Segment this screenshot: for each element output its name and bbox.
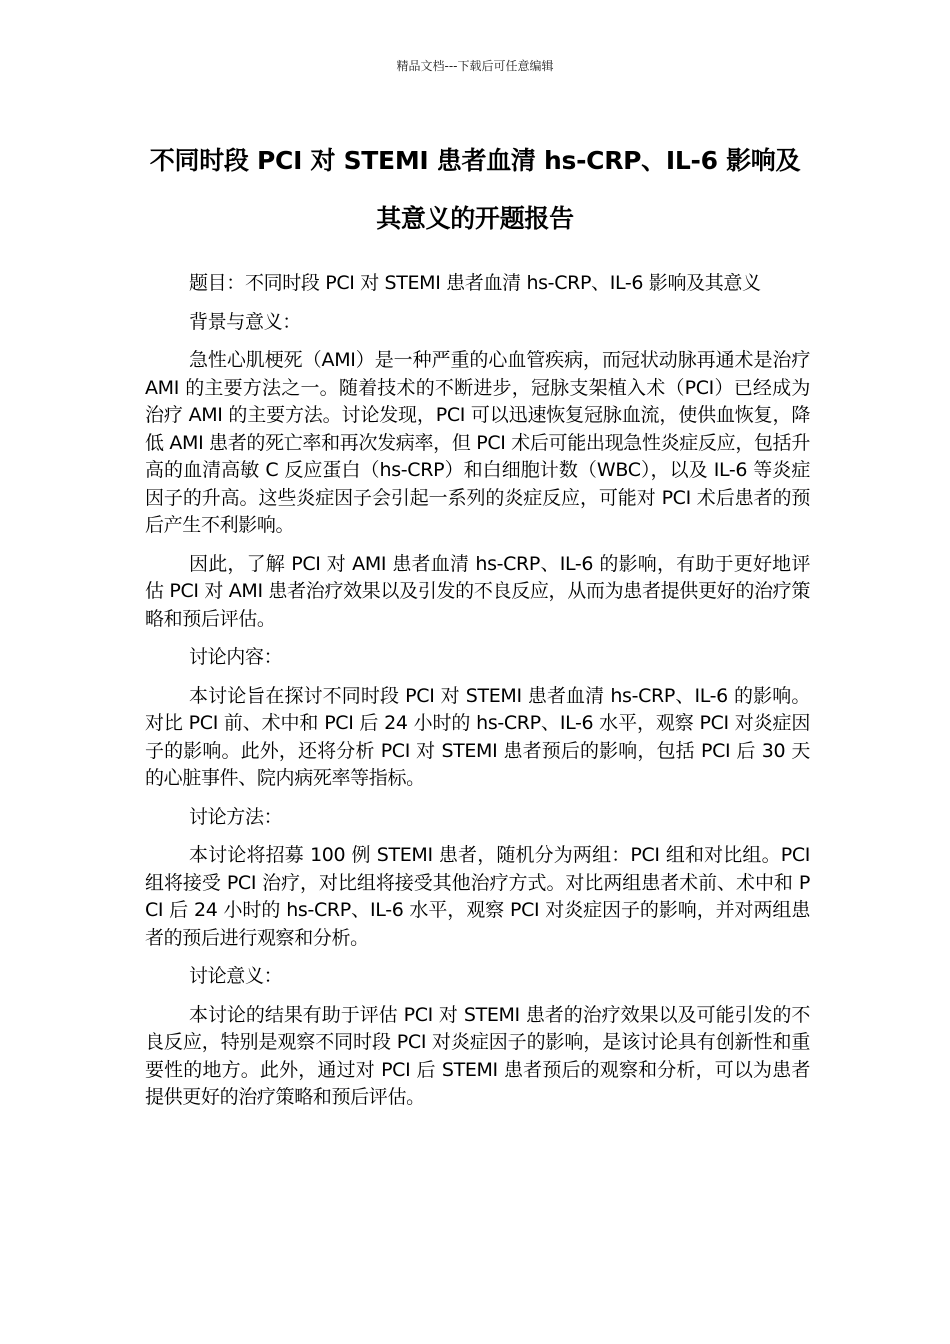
page-header-note: 精品文档---下载后可任意编辑 xyxy=(396,59,554,73)
meaning-paragraph: 本讨论的结果有助于评估 PCI 对 STEMI 患者的治疗效果以及可能引发的不良反应，特别是观察不同时段 PCI 对炎症因子的影响，是该讨论具有创新性和重要性的地方。此外，通过对 PCI 后 STEMI 患者预后的观察和分析，可以为患者提供更好的治疗策略和预后评估。 xyxy=(145,1003,810,1108)
section-heading-content: 讨论内容： xyxy=(189,646,283,668)
section-heading-background: 背景与意义： xyxy=(189,310,301,333)
section-heading-method: 讨论方法： xyxy=(189,805,283,828)
document-title: 不同时段 PCI 对 STEMI 患者血清 hs-CRP、IL-6 影响及其意义的开题报告 xyxy=(149,146,801,233)
background-paragraph: 急性心肌梗死（AMI）是一种严重的心血管疾病，而冠状动脉再通术是治疗 AMI 的主要方法之一。随着技术的不断进步，冠脉支架植入术（PCI）已经成为治疗 AMI 的主要方法。讨论发现，PCI 可以迅速恢复冠脉血流，使供血恢复，降低 AMI 患者的死亡率和再次发病率，但 PCI 术后可能出现急性炎症反应，包括升高的血清高敏 C 反应蛋白（hs-CRP）和白细胞计数（WBC），以及 IL-6 等炎症因子的升高。这些炎症因子会引起一系列的炎症反应，可能对 PCI 术后患者的预后产生不利影响。 xyxy=(145,349,810,536)
document-body xyxy=(145,270,810,1123)
topic-paragraph: 题目：不同时段 PCI 对 STEMI 患者血清 hs-CRP、IL-6 影响及其意义 xyxy=(189,272,761,294)
section-heading-meaning: 讨论意义： xyxy=(189,965,283,987)
method-paragraph: 本讨论将招募 100 例 STEMI 患者，随机分为两组：PCI 组和对比组。PCI 组将接受 PCI 治疗，对比组将接受其他治疗方式。对比两组患者术前、术中和 PCI 后 24 小时的 hs-CRP、IL-6 水平，观察 PCI 对炎症因子的影响，并对两组患者的预后进行观察和分析。 xyxy=(145,844,810,949)
significance-paragraph: 因此，了解 PCI 对 AMI 患者血清 hs-CRP、IL-6 的影响，有助于更好地评估 PCI 对 AMI 患者治疗效果以及引发的不良反应，从而为患者提供更好的治疗策略和预后评估。 xyxy=(145,552,810,630)
content-paragraph: 本讨论旨在探讨不同时段 PCI 对 STEMI 患者血清 hs-CRP、IL-6 的影响。对比 PCI 前、术中和 PCI 后 24 小时的 hs-CRP、IL-6 水平，观察 PCI 对炎症因子的影响。此外，还将分析 PCI 对 STEMI 患者预后的影响，包括 PCI 后 30 天的心脏事件、院内病死率等指标。 xyxy=(145,684,810,789)
